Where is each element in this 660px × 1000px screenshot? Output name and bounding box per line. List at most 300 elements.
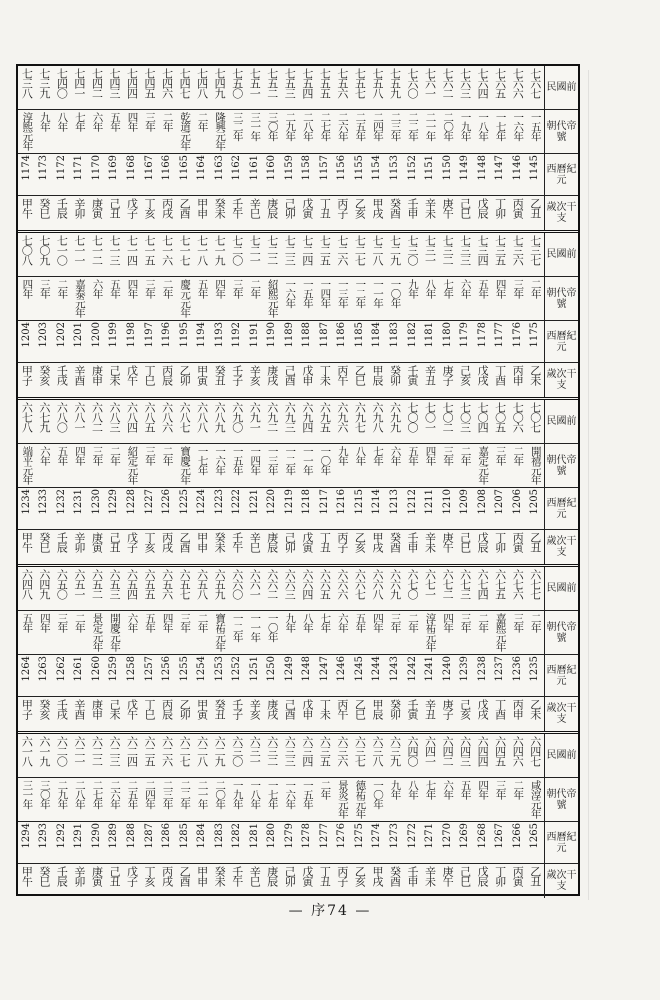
ganzhi-cell: 甲寅 <box>195 365 209 385</box>
minguo-cell: 七五九 <box>386 66 404 110</box>
ganzhi-cell: 壬申 <box>406 532 420 552</box>
year-column <box>71 233 89 397</box>
minguo-cell: 七四七 <box>176 66 194 110</box>
year-column <box>404 233 422 397</box>
western-year-cell: 1214 <box>369 488 387 530</box>
western-year-cell: 1205 <box>526 488 544 530</box>
reign-cell: 一八年 <box>246 778 264 822</box>
reign-cell: 一〇年 <box>369 778 387 822</box>
year-column <box>228 734 246 898</box>
year-column <box>526 400 544 564</box>
reign-cell: 四年 <box>18 277 36 321</box>
ganzhi-cell: 己亥 <box>458 365 472 385</box>
ganzhi-cell: 丙子 <box>335 532 349 552</box>
ganzhi-cell: 甲子 <box>20 699 34 719</box>
ganzhi-cell: 丁丑 <box>318 198 332 218</box>
header-column <box>544 567 578 731</box>
western-year-cell: 1215 <box>351 488 369 530</box>
ganzhi-cell: 丙寅 <box>511 532 525 552</box>
minguo-cell: 七五三 <box>281 66 299 110</box>
western-year-cell: 1191 <box>246 321 264 363</box>
western-year-cell: 1167 <box>141 154 159 196</box>
minguo-cell: 七〇四 <box>474 400 492 444</box>
minguo-cell: 六五一 <box>71 567 89 611</box>
western-year-cell: 1202 <box>53 321 71 363</box>
minguo-cell: 七四二 <box>88 66 106 110</box>
western-year-cell: 1196 <box>158 321 176 363</box>
western-year-cell: 1226 <box>158 488 176 530</box>
western-year-cell: 1208 <box>474 488 492 530</box>
minguo-cell: 六七六 <box>509 567 527 611</box>
reign-cell: 景炎元年 <box>334 778 352 822</box>
year-column <box>369 567 387 731</box>
reign-cell: 五年 <box>141 611 159 655</box>
ganzhi-cell: 庚午 <box>441 866 455 886</box>
minguo-cell: 七一四 <box>123 233 141 277</box>
reign-cell: 二年 <box>456 444 474 488</box>
western-year-cell: 1190 <box>264 321 282 363</box>
reign-cell: 六年 <box>439 778 457 822</box>
minguo-cell: 七一〇 <box>53 233 71 277</box>
year-column <box>264 66 282 230</box>
ganzhi-cell: 丁亥 <box>143 532 157 552</box>
reign-cell: 一二年 <box>228 611 246 655</box>
western-year-cell: 1246 <box>334 655 352 697</box>
year-column <box>299 567 317 731</box>
minguo-cell: 六四六 <box>509 734 527 778</box>
reign-cell: 一六年 <box>509 110 527 154</box>
ganzhi-cell: 戊戌 <box>476 699 490 719</box>
year-column <box>264 233 282 397</box>
minguo-cell: 六一九 <box>36 734 54 778</box>
western-year-cell: 1204 <box>18 321 36 363</box>
western-year-cell: 1267 <box>491 822 509 864</box>
ganzhi-cell: 癸亥 <box>37 365 51 385</box>
reign-cell: 四年 <box>211 277 229 321</box>
reign-cell: 三年 <box>141 277 159 321</box>
minguo-cell: 七〇三 <box>456 400 474 444</box>
western-year-cell: 1292 <box>53 822 71 864</box>
minguo-cell: 六七四 <box>474 567 492 611</box>
western-year-cell: 1189 <box>281 321 299 363</box>
western-year-cell: 1263 <box>36 655 54 697</box>
western-year-cell: 1253 <box>211 655 229 697</box>
year-column <box>386 66 404 230</box>
reign-cell: 一〇年 <box>386 277 404 321</box>
ganzhi-cell: 癸酉 <box>388 532 402 552</box>
western-year-cell: 1162 <box>228 154 246 196</box>
year-column <box>456 233 474 397</box>
ganzhi-cell: 甲子 <box>20 365 34 385</box>
year-column <box>316 400 334 564</box>
reign-cell: 三年 <box>509 277 527 321</box>
western-year-cell: 1185 <box>351 321 369 363</box>
reign-cell: 六年 <box>88 110 106 154</box>
ganzhi-cell: 甲申 <box>195 866 209 886</box>
western-year-cell: 1283 <box>211 822 229 864</box>
year-column <box>509 66 527 230</box>
reign-cell: 嘉定元年 <box>474 444 492 488</box>
minguo-cell: 六二七 <box>176 734 194 778</box>
minguo-cell: 七一二 <box>88 233 106 277</box>
reign-cell: 一六年 <box>281 277 299 321</box>
western-year-cell: 1221 <box>246 488 264 530</box>
year-column <box>369 400 387 564</box>
year-column <box>474 233 492 397</box>
minguo-cell: 七六〇 <box>404 66 422 110</box>
ganzhi-cell: 乙巳 <box>353 699 367 719</box>
minguo-cell: 六六二 <box>264 567 282 611</box>
year-column <box>36 400 54 564</box>
western-year-cell: 1170 <box>88 154 106 196</box>
western-year-cell: 1153 <box>386 154 404 196</box>
ganzhi-cell: 辛巳 <box>248 198 262 218</box>
western-year-cell: 1179 <box>456 321 474 363</box>
header-minguo: 民國前 <box>545 567 578 611</box>
western-year-cell: 1203 <box>36 321 54 363</box>
western-year-cell: 1211 <box>421 488 439 530</box>
ganzhi-cell: 甲戌 <box>370 866 384 886</box>
ganzhi-cell: 甲戌 <box>370 198 384 218</box>
western-year-cell: 1285 <box>176 822 194 864</box>
year-column <box>193 66 211 230</box>
year-column <box>36 567 54 731</box>
reign-cell: 四年 <box>123 277 141 321</box>
western-year-cell: 1276 <box>334 822 352 864</box>
minguo-cell: 六六四 <box>299 567 317 611</box>
ganzhi-cell: 癸丑 <box>213 365 227 385</box>
minguo-cell: 七一一 <box>71 233 89 277</box>
reign-cell: 二年 <box>71 611 89 655</box>
minguo-cell: 七四六 <box>158 66 176 110</box>
western-year-cell: 1195 <box>176 321 194 363</box>
western-year-cell: 1183 <box>386 321 404 363</box>
ganzhi-cell: 己未 <box>107 365 121 385</box>
year-column <box>53 233 71 397</box>
reign-cell: 端平元年 <box>18 444 36 488</box>
ganzhi-cell: 戊子 <box>125 866 139 886</box>
year-column <box>299 233 317 397</box>
year-column <box>474 567 492 731</box>
western-year-cell: 1216 <box>334 488 352 530</box>
minguo-cell: 六三一 <box>246 734 264 778</box>
ganzhi-cell: 癸巳 <box>37 198 51 218</box>
minguo-cell: 七六二 <box>439 66 457 110</box>
western-year-cell: 1182 <box>404 321 422 363</box>
minguo-cell: 六七七 <box>526 567 544 611</box>
year-column <box>526 66 544 230</box>
western-year-cell: 1240 <box>439 655 457 697</box>
reign-cell: 六年 <box>386 444 404 488</box>
ganzhi-cell: 甲申 <box>195 198 209 218</box>
minguo-cell: 七三八 <box>18 66 36 110</box>
ganzhi-cell: 乙丑 <box>528 866 542 886</box>
western-year-cell: 1217 <box>316 488 334 530</box>
reign-cell: 一九年 <box>456 110 474 154</box>
western-year-cell: 1173 <box>36 154 54 196</box>
western-year-cell: 1286 <box>158 822 176 864</box>
reign-cell: 淳熙元年 <box>18 110 36 154</box>
reign-cell: 四年 <box>71 444 89 488</box>
western-year-cell: 1264 <box>18 655 36 697</box>
western-year-cell: 1237 <box>491 655 509 697</box>
ganzhi-cell: 戊寅 <box>300 532 314 552</box>
minguo-cell: 六八九 <box>211 400 229 444</box>
header-western-year: 西曆紀元 <box>545 822 578 864</box>
ganzhi-cell: 己巳 <box>458 532 472 552</box>
year-column <box>228 233 246 397</box>
reign-cell: 六年 <box>456 277 474 321</box>
ganzhi-cell: 丁丑 <box>318 532 332 552</box>
minguo-cell: 六八六 <box>158 400 176 444</box>
western-year-cell: 1169 <box>106 154 124 196</box>
reign-cell: 一二年 <box>351 277 369 321</box>
reign-cell: 一九年 <box>228 778 246 822</box>
reign-cell: 三〇年 <box>264 110 282 154</box>
minguo-cell: 六四〇 <box>404 734 422 778</box>
table-block-3 <box>18 397 578 564</box>
minguo-cell: 六七三 <box>456 567 474 611</box>
western-year-cell: 1188 <box>299 321 317 363</box>
minguo-cell: 七四四 <box>123 66 141 110</box>
year-column <box>53 734 71 898</box>
minguo-cell: 六三〇 <box>228 734 246 778</box>
ganzhi-cell: 丙寅 <box>511 198 525 218</box>
minguo-cell: 七三五 <box>491 233 509 277</box>
year-column <box>176 66 194 230</box>
reign-cell: 二六年 <box>334 110 352 154</box>
minguo-cell: 六九三 <box>281 400 299 444</box>
minguo-cell: 七二六 <box>334 233 352 277</box>
reign-cell: 二年 <box>158 110 176 154</box>
reign-cell: 八年 <box>53 110 71 154</box>
reign-cell: 寶祐元年 <box>211 611 229 655</box>
minguo-cell: 六四九 <box>36 567 54 611</box>
reign-cell: 二二年 <box>176 778 194 822</box>
reign-cell: 二〇年 <box>439 110 457 154</box>
year-column <box>193 233 211 397</box>
western-year-cell: 1181 <box>421 321 439 363</box>
year-columns <box>18 567 544 731</box>
minguo-cell: 七一五 <box>141 233 159 277</box>
western-year-cell: 1294 <box>18 822 36 864</box>
western-year-cell: 1187 <box>316 321 334 363</box>
minguo-cell: 七四八 <box>193 66 211 110</box>
minguo-cell: 六五九 <box>211 567 229 611</box>
western-year-cell: 1192 <box>228 321 246 363</box>
minguo-cell: 七〇七 <box>526 400 544 444</box>
minguo-cell: 七一三 <box>106 233 124 277</box>
year-column <box>421 734 439 898</box>
western-year-cell: 1287 <box>141 822 159 864</box>
year-column <box>316 734 334 898</box>
ganzhi-cell: 丙寅 <box>511 866 525 886</box>
reign-cell: 開禧元年 <box>526 444 544 488</box>
reign-cell: 一一年 <box>246 611 264 655</box>
western-year-cell: 1186 <box>334 321 352 363</box>
year-column <box>88 567 106 731</box>
year-column <box>141 66 159 230</box>
ganzhi-cell: 己卯 <box>283 532 297 552</box>
year-column <box>509 734 527 898</box>
ganzhi-cell: 丁酉 <box>493 365 507 385</box>
reign-cell: 二九年 <box>281 110 299 154</box>
ganzhi-cell: 己丑 <box>107 198 121 218</box>
year-column <box>491 734 509 898</box>
western-year-cell: 1219 <box>281 488 299 530</box>
ganzhi-cell: 甲辰 <box>370 699 384 719</box>
reign-cell: 九年 <box>334 444 352 488</box>
minguo-cell: 六三七 <box>351 734 369 778</box>
ganzhi-cell: 戊辰 <box>476 198 490 218</box>
minguo-cell: 六五六 <box>158 567 176 611</box>
reign-cell: 三年 <box>509 611 527 655</box>
reign-cell: 二三年 <box>158 778 176 822</box>
minguo-cell: 六六六 <box>334 567 352 611</box>
reign-cell: 二五年 <box>351 110 369 154</box>
ganzhi-cell: 丙戌 <box>160 198 174 218</box>
western-year-cell: 1280 <box>264 822 282 864</box>
western-year-cell: 1163 <box>211 154 229 196</box>
ganzhi-cell: 乙亥 <box>353 866 367 886</box>
western-year-cell: 1279 <box>281 822 299 864</box>
reign-cell: 一七年 <box>193 444 211 488</box>
western-year-cell: 1154 <box>369 154 387 196</box>
western-year-cell: 1151 <box>421 154 439 196</box>
minguo-cell: 六四四 <box>474 734 492 778</box>
year-column <box>176 567 194 731</box>
western-year-cell: 1230 <box>88 488 106 530</box>
ganzhi-cell: 壬辰 <box>55 198 69 218</box>
year-column <box>421 66 439 230</box>
western-year-cell: 1180 <box>439 321 457 363</box>
minguo-cell: 六六一 <box>246 567 264 611</box>
year-column <box>456 400 474 564</box>
minguo-cell: 七二七 <box>351 233 369 277</box>
year-column <box>334 233 352 397</box>
reign-cell: 二七年 <box>88 778 106 822</box>
ganzhi-cell: 壬戌 <box>55 365 69 385</box>
adjacent-page-edge <box>588 70 645 900</box>
year-column <box>211 567 229 731</box>
reign-cell: 七年 <box>421 778 439 822</box>
ganzhi-cell: 乙丑 <box>528 532 542 552</box>
reign-cell: 開慶元年 <box>106 611 124 655</box>
year-column <box>421 233 439 397</box>
ganzhi-cell: 辛酉 <box>72 365 86 385</box>
ganzhi-cell: 庚子 <box>441 365 455 385</box>
minguo-cell: 六四八 <box>18 567 36 611</box>
reign-cell: 二年 <box>158 444 176 488</box>
reign-cell: 一三年 <box>334 277 352 321</box>
reign-cell: 三年 <box>36 277 54 321</box>
header-minguo: 民國前 <box>545 233 578 277</box>
year-column <box>386 400 404 564</box>
year-column <box>53 400 71 564</box>
year-column <box>228 567 246 731</box>
year-columns <box>18 233 544 397</box>
minguo-cell: 六三八 <box>369 734 387 778</box>
year-column <box>509 567 527 731</box>
header-western-year: 西曆紀元 <box>545 488 578 530</box>
header-column <box>544 734 578 898</box>
year-column <box>404 66 422 230</box>
reign-cell: 景定元年 <box>88 611 106 655</box>
ganzhi-cell: 癸巳 <box>37 866 51 886</box>
reign-cell: 七年 <box>439 277 457 321</box>
minguo-cell: 六五三 <box>106 567 124 611</box>
reign-cell: 二六年 <box>106 778 124 822</box>
reign-cell: 九年 <box>36 110 54 154</box>
minguo-cell: 六二六 <box>158 734 176 778</box>
reign-cell: 一五年 <box>228 444 246 488</box>
minguo-cell: 六四三 <box>456 734 474 778</box>
ganzhi-cell: 己卯 <box>283 198 297 218</box>
year-column <box>123 567 141 731</box>
western-year-cell: 1161 <box>246 154 264 196</box>
reign-cell: 三一年 <box>246 110 264 154</box>
year-column <box>71 734 89 898</box>
minguo-cell: 七六一 <box>421 66 439 110</box>
ganzhi-cell: 乙酉 <box>178 532 192 552</box>
year-column <box>36 66 54 230</box>
ganzhi-cell: 癸未 <box>213 198 227 218</box>
header-ganzhi: 歲次干支 <box>546 369 577 391</box>
year-column <box>299 734 317 898</box>
western-year-cell: 1174 <box>18 154 36 196</box>
western-year-cell: 1194 <box>193 321 211 363</box>
ganzhi-cell: 庚辰 <box>265 866 279 886</box>
minguo-cell: 六九〇 <box>228 400 246 444</box>
minguo-cell: 六二〇 <box>53 734 71 778</box>
reign-cell: 二年 <box>526 611 544 655</box>
western-year-cell: 1168 <box>123 154 141 196</box>
western-year-cell: 1200 <box>88 321 106 363</box>
reign-cell: 五年 <box>106 277 124 321</box>
reign-cell: 五年 <box>53 444 71 488</box>
year-column <box>281 400 299 564</box>
western-year-cell: 1223 <box>211 488 229 530</box>
minguo-cell: 七〇五 <box>491 400 509 444</box>
reign-cell: 二四年 <box>369 110 387 154</box>
year-column <box>18 734 36 898</box>
western-year-cell: 1155 <box>351 154 369 196</box>
year-column <box>246 233 264 397</box>
year-column <box>281 233 299 397</box>
reign-cell: 四年 <box>421 444 439 488</box>
reign-cell: 二八年 <box>71 778 89 822</box>
year-column <box>369 233 387 397</box>
minguo-cell: 六六三 <box>281 567 299 611</box>
minguo-cell: 七五〇 <box>228 66 246 110</box>
reign-cell: 一七年 <box>264 778 282 822</box>
year-column <box>456 567 474 731</box>
reign-cell: 四年 <box>474 778 492 822</box>
western-year-cell: 1156 <box>334 154 352 196</box>
year-column <box>439 233 457 397</box>
year-column <box>281 567 299 731</box>
western-year-cell: 1147 <box>491 154 509 196</box>
western-year-cell: 1249 <box>281 655 299 697</box>
header-dynasty-reign: 朝代帝號 <box>545 611 578 655</box>
year-column <box>158 400 176 564</box>
year-column <box>211 66 229 230</box>
reign-cell: 七年 <box>369 444 387 488</box>
year-column <box>123 233 141 397</box>
minguo-cell: 七三二 <box>439 233 457 277</box>
reign-cell: 二年 <box>474 611 492 655</box>
header-ganzhi: 歲次干支 <box>546 202 577 224</box>
